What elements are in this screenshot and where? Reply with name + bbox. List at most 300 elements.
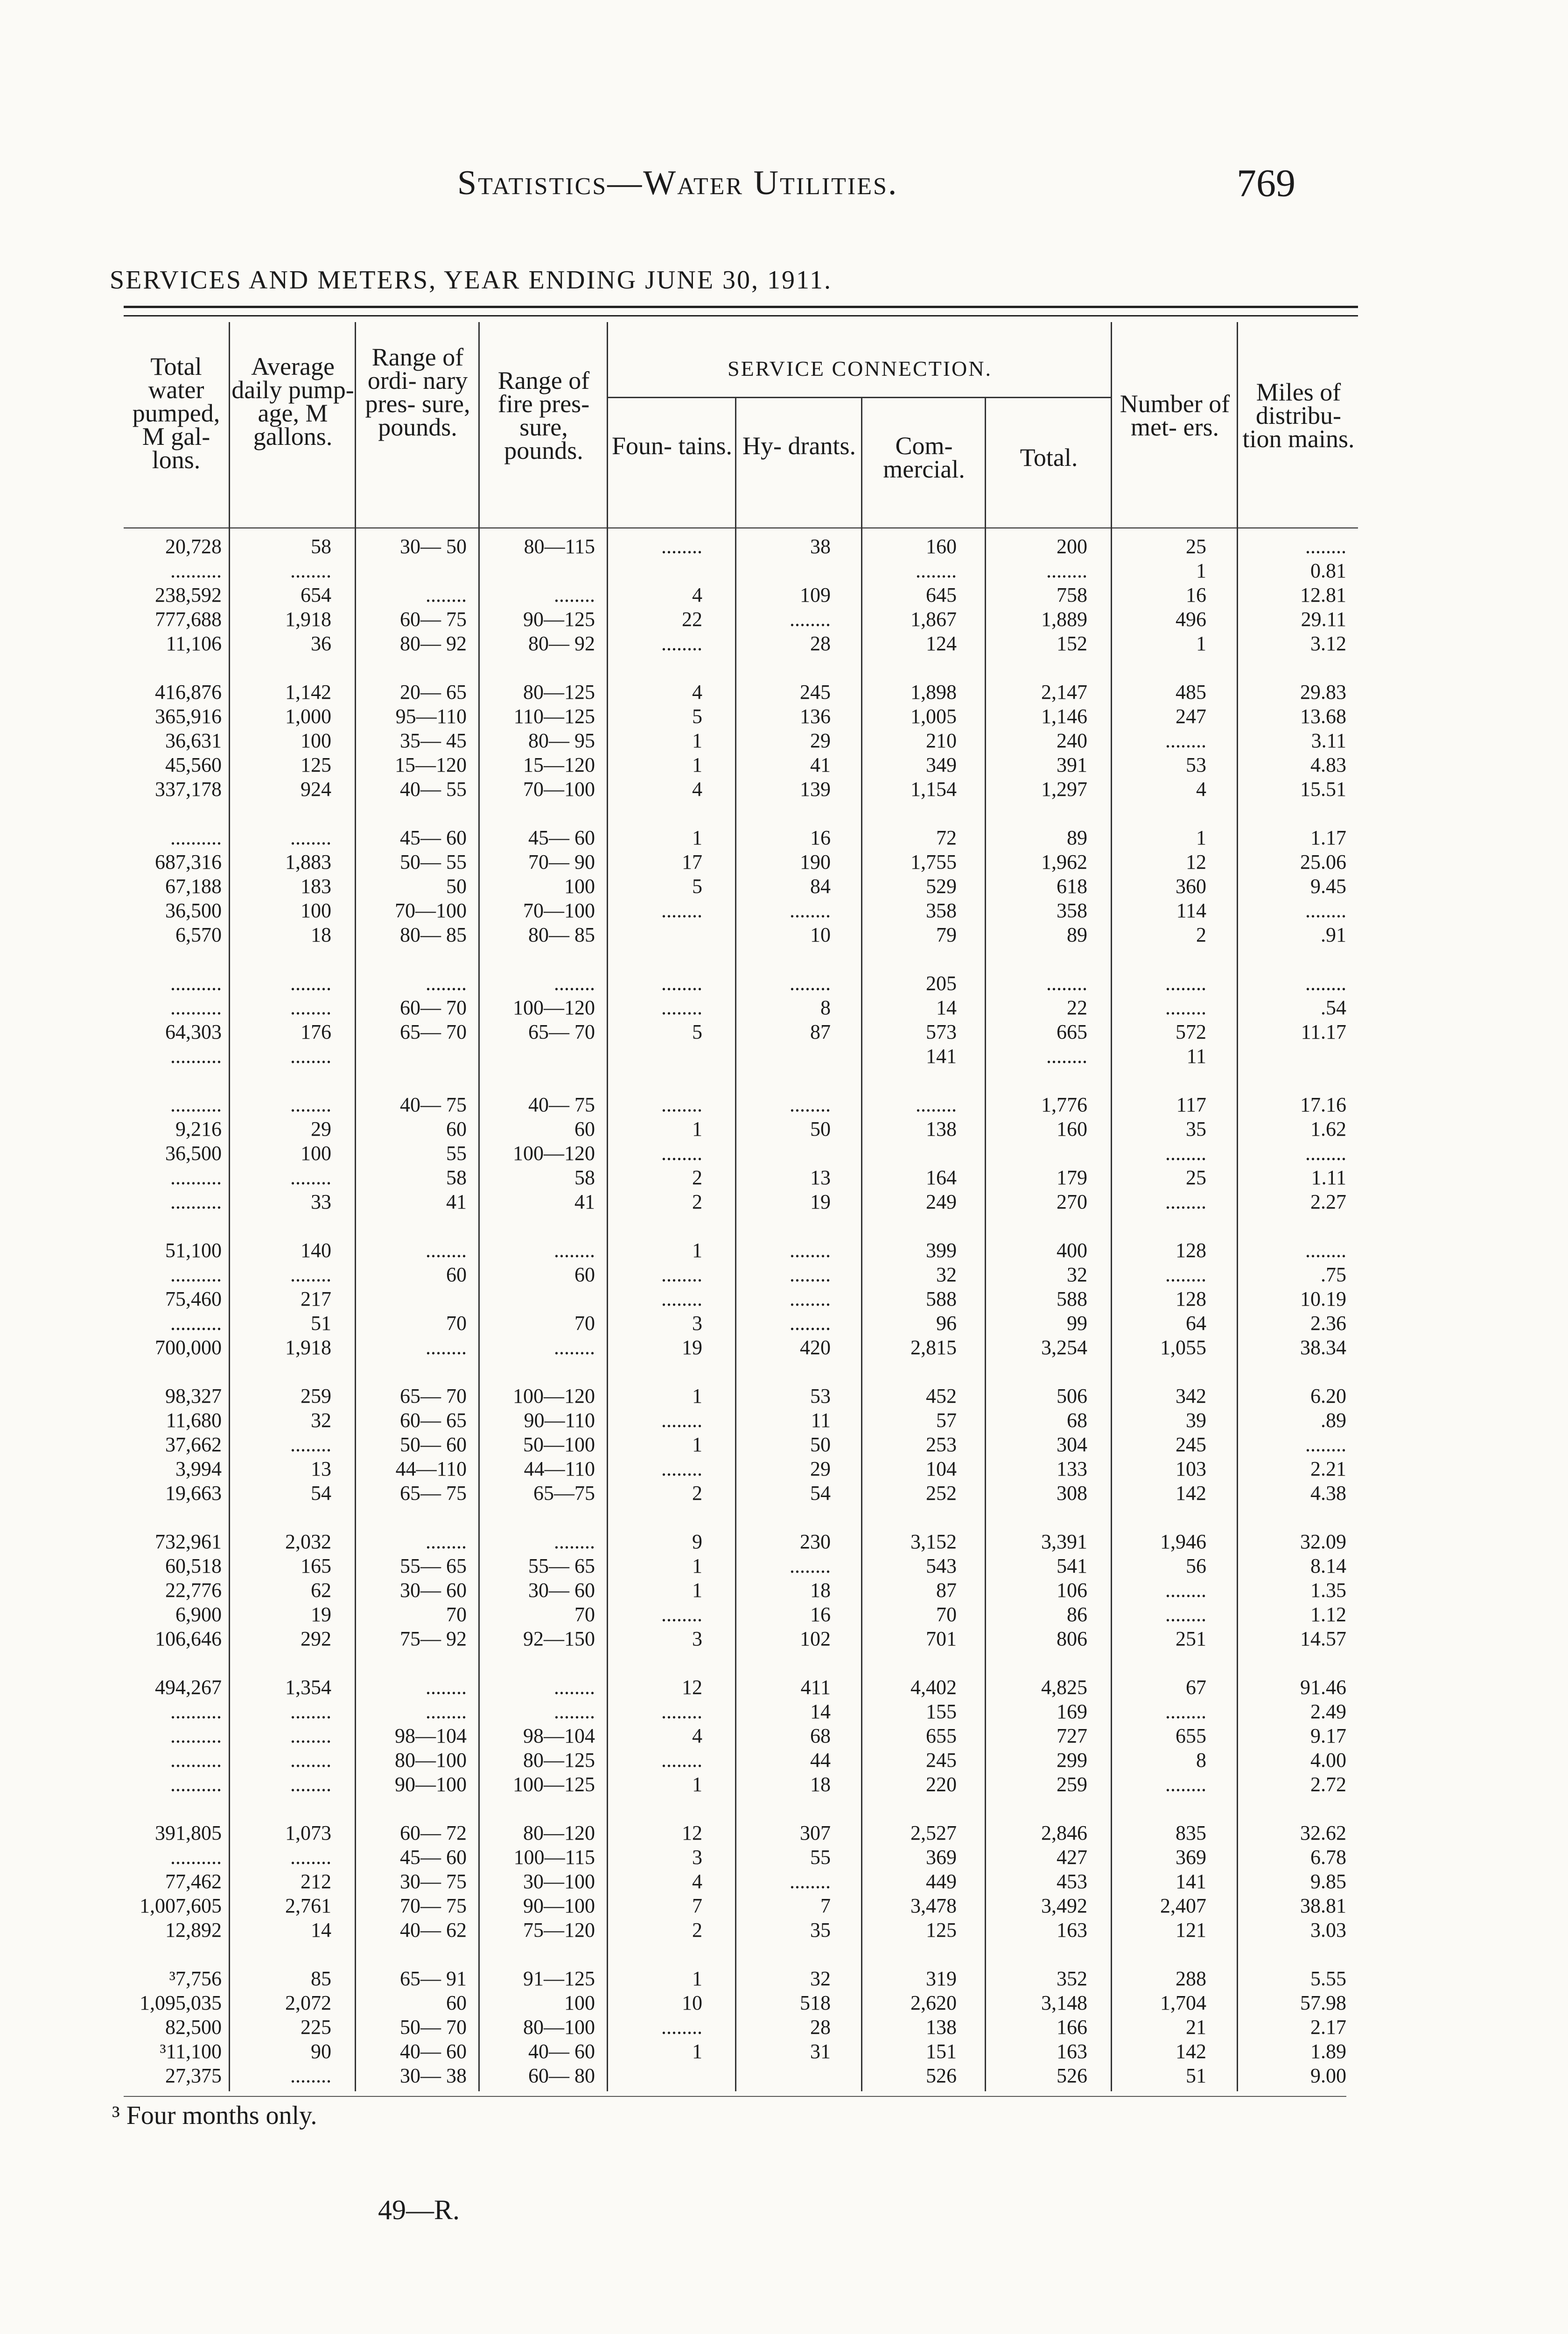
table-cell: .......... [170,1312,222,1335]
table-cell [1239,1044,1346,1069]
table-cell: 133 [1057,1457,1087,1480]
table-cell [231,656,331,680]
table-cell [1113,1942,1206,1967]
table-cell: 3,492 [1041,1894,1087,1917]
table-cell: .......... [170,1190,222,1213]
table-cell: 89 [1067,826,1087,849]
table-cell: 225 [301,2016,331,2039]
table-cell: 80— 85 [528,923,595,946]
column-fountains [609,534,702,2088]
table-cell: 687,316 [155,851,222,873]
table-cell [124,1214,222,1238]
table-cell: 54 [810,1482,831,1504]
table-cell: ........ [426,1239,467,1262]
table-cell: 1.35 [1310,1579,1346,1602]
table-cell [737,801,831,826]
table-cell: 65— 75 [400,1482,467,1504]
table-cell: 2,032 [285,1530,331,1553]
table-cell: 1,297 [1041,778,1087,801]
table-cell: ........ [661,2016,702,2039]
table-cell: 20,728 [165,535,222,558]
table-cell [124,801,222,826]
table-cell [481,559,595,583]
table-cell: ........ [554,1239,595,1262]
table-cell: 100 [301,899,331,922]
table-cell: 136 [800,705,831,728]
table-cell: 9.00 [1310,2064,1346,2087]
table-cell [481,1214,595,1238]
table-cell: 54 [311,1482,331,1504]
col-divider [355,322,356,2091]
table-cell: 50— 55 [400,851,467,873]
table-cell [609,656,702,680]
table-cell: 1,898 [910,681,957,703]
table-cell [1239,656,1346,680]
table-cell: 28 [810,632,831,655]
table-cell: 2,846 [1041,1821,1087,1844]
table-cell: ........ [1046,559,1087,582]
table-cell: .......... [170,1846,222,1869]
table-cell: 1 [692,1239,702,1262]
table-cell: 2.49 [1310,1700,1346,1723]
table-cell [987,947,1087,971]
table-cell: 727 [1057,1724,1087,1747]
table-cell: ........ [661,535,702,558]
table-cell: 30— 75 [400,1870,467,1893]
table-cell [124,1505,222,1530]
table-cell: 1,918 [285,1336,331,1359]
table-cell: 32.62 [1300,1821,1346,1844]
table-cell: 98,327 [165,1385,222,1407]
table-cell: .91 [1321,923,1346,946]
table-cell: 1,918 [285,608,331,631]
table-cell: 4 [692,778,702,801]
col-divider [229,322,230,2091]
table-cell: 90 [311,2040,331,2063]
table-cell [481,1505,595,1530]
table-cell: 38 [810,535,831,558]
table-cell: ........ [426,1676,467,1699]
table-cell: 140 [301,1239,331,1262]
col-divider [735,397,736,2091]
table-cell: 55 [810,1846,831,1869]
table-cell: 75,460 [165,1287,222,1310]
table-cell [124,1360,222,1384]
table-cell: 50 [810,1118,831,1140]
table-cell: 38.34 [1300,1336,1346,1359]
table-cell: 4 [692,1870,702,1893]
service-connection-rule [607,397,1111,398]
table-cell: 91.46 [1300,1676,1346,1699]
table-cell: 60— 75 [400,608,467,631]
table-cell: 41 [446,1190,467,1213]
table-cell: .......... [170,1166,222,1189]
table-cell: 29 [810,729,831,752]
table-cell: 51,100 [165,1239,222,1262]
table-cell: 200 [1057,535,1087,558]
table-cell: 252 [926,1482,957,1504]
table-cell: .......... [170,1093,222,1116]
table-cell [481,656,595,680]
table-cell: 35— 45 [400,729,467,752]
table-cell: 6,900 [175,1603,222,1626]
table-cell: 220 [926,1773,957,1796]
table-cell: 526 [926,2064,957,2087]
table-cell: 104 [926,1457,957,1480]
table-cell [124,1069,222,1093]
table-cell: 1,007,605 [140,1894,222,1917]
table-cell: 53 [810,1385,831,1407]
table-cell: 90—110 [524,1409,595,1432]
table-cell: 21 [1186,2016,1206,2039]
table-cell: 114 [1176,899,1206,922]
table-cell: 32.09 [1300,1530,1346,1553]
table-cell: ........ [290,1773,331,1796]
table-cell: 40— 75 [528,1093,595,1116]
table-cell: 50—100 [523,1433,595,1456]
table-cell: 50 [446,875,467,898]
table-cell: ........ [426,972,467,995]
table-cell: .......... [170,559,222,582]
table-cell: 496 [1176,608,1206,631]
table-bottom-rule [124,2096,1346,2097]
table-caption: SERVICES AND METERS, YEAR ENDING JUNE 30, 1911. [110,266,832,295]
table-cell [863,1141,957,1166]
table-cell: ³11,100 [160,2040,222,2063]
table-cell: 541 [1057,1554,1087,1577]
table-cell: 128 [1176,1287,1206,1310]
table-cell [1239,1069,1346,1093]
table-cell: 32 [311,1409,331,1432]
table-cell: 109 [800,584,831,606]
table-cell: 308 [1057,1482,1087,1504]
table-cell: 91—125 [523,1967,595,1990]
table-cell: 391,805 [155,1821,222,1844]
table-cell: ........ [554,1336,595,1359]
table-cell: 40— 60 [528,2040,595,2063]
table-cell [737,1797,831,1821]
table-cell [231,801,331,826]
table-cell: ........ [1165,972,1206,995]
table-cell: 1 [692,1967,702,1990]
table-cell [987,1141,1087,1166]
table-cell [737,1214,831,1238]
table-cell [609,1044,702,1069]
table-cell: 15—120 [523,753,595,776]
table-cell: ........ [290,996,331,1019]
table-cell: 60— 72 [400,1821,467,1844]
table-cell: ........ [1165,1773,1206,1796]
table-cell [1113,1214,1206,1238]
table-cell: 36,631 [165,729,222,752]
table-cell: 25.06 [1300,851,1346,873]
table-cell: 10 [682,1991,702,2014]
table-cell: 1 [1196,559,1206,582]
table-cell [1113,656,1206,680]
table-cell [1239,1942,1346,1967]
table-cell: 125 [926,1919,957,1941]
table-cell [357,1069,467,1093]
table-cell: 319 [926,1967,957,1990]
table-cell [987,1069,1087,1093]
table-cell: 70 [446,1312,467,1335]
table-cell: 70—100 [523,778,595,801]
table-cell: 45— 60 [400,1846,467,1869]
table-cell: 1 [692,1433,702,1456]
table-cell: ........ [290,1724,331,1747]
table-cell: 358 [1057,899,1087,922]
table-cell: ........ [790,1093,831,1116]
table-cell: 31 [810,2040,831,2063]
table-cell: 4 [1196,778,1206,801]
table-cell: 164 [926,1166,957,1189]
table-cell: 37,662 [165,1433,222,1456]
table-cell [987,1942,1087,1967]
table-cell: .......... [170,1045,222,1068]
table-cell: 9.17 [1310,1724,1346,1747]
table-cell: ........ [554,1676,595,1699]
table-cell: 18 [810,1773,831,1796]
table-cell [231,1651,331,1675]
table-cell: 5 [692,875,702,898]
table-cell: 60 [574,1118,595,1140]
table-cell: 7 [820,1894,831,1917]
table-cell: 342 [1176,1385,1206,1407]
table-cell: 25 [1186,535,1206,558]
table-cell: 124 [926,632,957,655]
table-cell: ........ [790,1287,831,1310]
table-cell: 416,876 [155,681,222,703]
table-cell [1113,1797,1206,1821]
table-cell: 4.83 [1310,753,1346,776]
table-cell: 80—100 [395,1749,467,1772]
table-cell: 1,867 [910,608,957,631]
table-cell: 6,570 [175,923,222,946]
header-ordinary-pressure: Range of ordi- nary pres- sure, pounds. [365,343,470,441]
table-cell: 4.00 [1310,1749,1346,1772]
table-cell [481,801,595,826]
table-cell: 80—115 [524,535,595,558]
table-cell: ........ [1165,729,1206,752]
table-cell: 1,095,035 [140,1991,222,2014]
table-cell: 39 [1186,1409,1206,1432]
table-cell: 1.62 [1310,1118,1346,1140]
table-cell: 3.03 [1310,1919,1346,1941]
table-cell: 1.11 [1311,1166,1346,1189]
table-cell: 259 [301,1385,331,1407]
table-cell: 80—100 [523,2016,595,2039]
top-rule-thin [124,315,1358,316]
table-cell [124,656,222,680]
table-cell: 32 [936,1263,957,1286]
table-cell: 41 [574,1190,595,1213]
table-cell: 16 [810,826,831,849]
col-divider [985,397,986,2091]
running-head [0,163,1568,215]
table-cell: ........ [661,1700,702,1723]
table-cell: 427 [1057,1846,1087,1869]
table-cell: ........ [1165,1263,1206,1286]
table-cell [1239,801,1346,826]
table-cell: 758 [1057,584,1087,606]
table-cell: 259 [1057,1773,1087,1796]
table-cell [987,1360,1087,1384]
table-cell: 45— 60 [400,826,467,849]
table-cell: 9.45 [1310,875,1346,898]
table-cell: 1 [692,2040,702,2063]
table-cell [987,801,1087,826]
table-cell: 11,106 [166,632,222,655]
table-cell: 1,883 [285,851,331,873]
table-cell: 2.21 [1310,1457,1346,1480]
table-cell: 103 [1176,1457,1206,1480]
table-cell: 7 [692,1894,702,1917]
table-cell: 68 [810,1724,831,1747]
table-cell [231,1942,331,1967]
table-cell [609,1797,702,1821]
table-cell: .......... [170,826,222,849]
table-cell: 369 [926,1846,957,1869]
table-cell: ........ [290,1263,331,1286]
table-cell: 588 [1057,1287,1087,1310]
table-cell: 100—120 [513,1385,595,1407]
table-cell: 543 [926,1554,957,1577]
table-cell: 22 [682,608,702,631]
table-cell: 230 [800,1530,831,1553]
table-cell [1239,1797,1346,1821]
col-divider [1237,322,1238,2091]
table-cell: 77,462 [165,1870,222,1893]
table-cell: 55— 65 [528,1554,595,1577]
table-cell [863,1651,957,1675]
table-cell: 58 [574,1166,595,1189]
table-cell: ........ [1046,972,1087,995]
table-cell: 494,267 [155,1676,222,1699]
table-cell: 3,152 [910,1530,957,1553]
table-cell: ........ [554,584,595,606]
table-cell: 65— 91 [400,1967,467,1990]
table-cell: ........ [290,1749,331,1772]
table-cell [863,1360,957,1384]
table-cell [609,1942,702,1967]
table-cell: 22 [1067,996,1087,1019]
table-cell: 485 [1176,681,1206,703]
table-cell: 80—125 [523,681,595,703]
table-cell: 60 [446,1991,467,2014]
table-cell: 9 [692,1530,702,1553]
table-cell: 11 [1186,1045,1206,1068]
table-cell [609,1505,702,1530]
table-cell: 3,994 [175,1457,222,1480]
table-cell: 117 [1176,1093,1206,1116]
table-cell: 72 [936,826,957,849]
table-cell: 4 [692,584,702,606]
table-cell: 618 [1057,875,1087,898]
table-cell [231,1069,331,1093]
table-cell: 40— 62 [400,1919,467,1941]
table-cell: 60 [574,1263,595,1286]
table-cell: 57.98 [1300,1991,1346,2014]
table-cell: 3.11 [1311,729,1346,752]
table-cell: 142 [1176,1482,1206,1504]
table-cell: 16 [810,1603,831,1626]
table-cell: ........ [290,1433,331,1456]
table-cell: 65— 70 [400,1020,467,1043]
table-cell: 89 [1067,923,1087,946]
table-cell: ........ [426,1530,467,1553]
table-cell: 1 [692,753,702,776]
table-cell: 399 [926,1239,957,1262]
column-total-water-pumped [124,534,222,2088]
table-cell: 138 [926,2016,957,2039]
table-cell: 29 [810,1457,831,1480]
table-cell: 1,704 [1160,1991,1206,2014]
table-cell: ........ [661,1749,702,1772]
table-cell [481,1360,595,1384]
table-cell: 2,407 [1160,1894,1206,1917]
table-cell [481,1942,595,1967]
table-cell: 2,147 [1041,681,1087,703]
table-cell: 70—100 [523,899,595,922]
table-cell: 179 [1057,1166,1087,1189]
table-cell: 4,825 [1041,1676,1087,1699]
table-cell: 58 [311,535,331,558]
table-cell: ........ [1165,1700,1206,1723]
table-cell [1113,1651,1206,1675]
col-divider [607,322,608,2091]
table-cell: 75—120 [523,1919,595,1941]
table-cell: 1,889 [1041,608,1087,631]
table-cell: 125 [301,753,331,776]
table-cell: 506 [1057,1385,1087,1407]
column-ordinary-pressure [357,534,467,2088]
table-cell: 5.55 [1310,1967,1346,1990]
table-cell: ........ [790,1870,831,1893]
header-bottom-rule [124,527,1358,528]
table-cell [357,1651,467,1675]
table-cell: 369 [1176,1846,1206,1869]
table-cell: 10 [810,923,831,946]
table-cell [737,656,831,680]
table-cell: 238,592 [155,584,222,606]
table-cell: 30— 50 [400,535,467,558]
table-cell: 806 [1057,1627,1087,1650]
header-total-water-pumped: Total water pumped, M gal- lons. [132,352,220,474]
table-cell: ........ [1165,1579,1206,1602]
table-cell: 14 [810,1700,831,1723]
table-cell: 18 [810,1579,831,1602]
table-cell [609,923,702,947]
table-cell: 526 [1057,2064,1087,2087]
table-cell: ........ [1305,535,1346,558]
table-cell: 6.78 [1310,1846,1346,1869]
table-cell: 50— 60 [400,1433,467,1456]
table-cell: 1 [692,1579,702,1602]
table-cell: 2.27 [1310,1190,1346,1213]
table-cell: 100—120 [513,1142,595,1165]
table-cell: 13 [311,1457,331,1480]
table-cell [357,1360,467,1384]
table-cell: 106 [1057,1579,1087,1602]
table-cell: 30— 38 [400,2064,467,2087]
table-cell: .......... [170,1700,222,1723]
header-number-of-meters: Number of met- ers. [1120,390,1230,441]
table-cell: 245 [800,681,831,703]
table-cell: ........ [554,972,595,995]
table-cell [481,1069,595,1093]
table-cell: 2.17 [1310,2016,1346,2039]
header-fountains: Foun- tains. [611,432,732,460]
